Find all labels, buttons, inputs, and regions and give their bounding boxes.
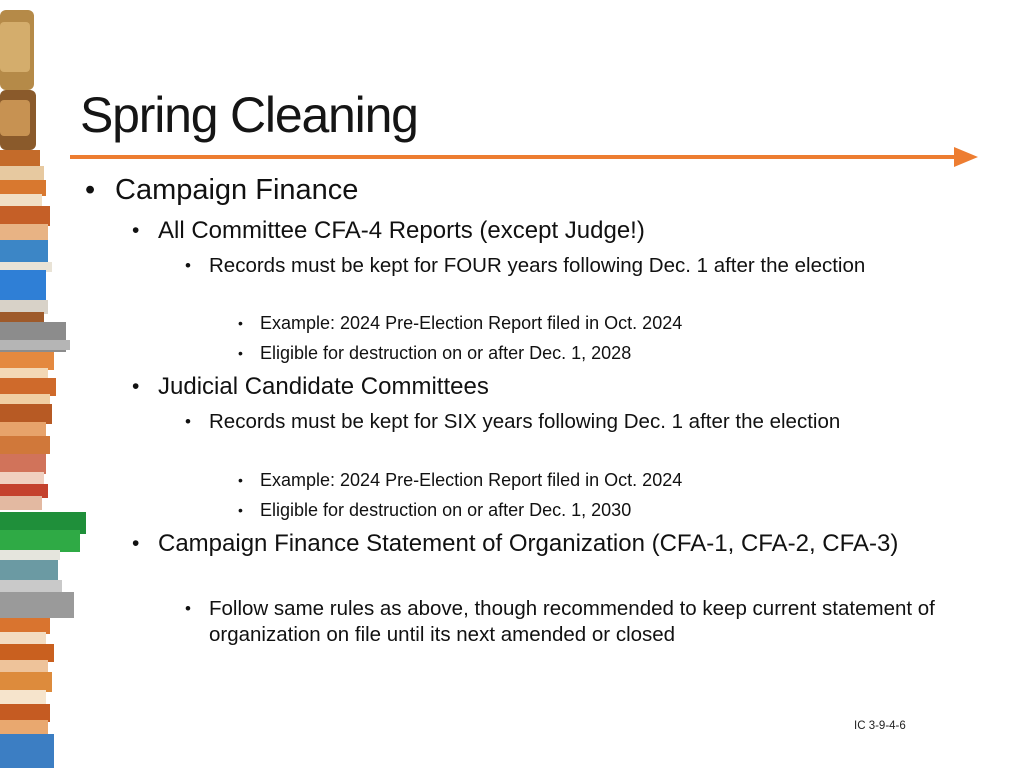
bullet-marker: •	[185, 412, 191, 431]
bullet-marker: •	[238, 345, 243, 361]
bullet-text: Example: 2024 Pre-Election Report filed in Oct. 2024	[260, 470, 683, 490]
bullet-item	[132, 529, 928, 558]
bullet-item	[132, 216, 948, 245]
bullet-marker: •	[132, 219, 140, 242]
bullet-item	[85, 173, 935, 207]
bullet-text: Eligible for destruction on or after Dec. 1, 2030	[260, 500, 632, 520]
bullet-text: Campaign Finance Statement of Organization (CFA-1, CFA-2, CFA-3)	[158, 530, 899, 557]
bullet-text: Records must be kept for FOUR years following Dec. 1 after the election	[209, 254, 866, 277]
bullet-text: Campaign Finance	[115, 174, 359, 206]
slide-title: Spring Cleaning	[80, 87, 418, 143]
bullet-marker: •	[185, 256, 191, 275]
bullet-item	[238, 312, 910, 334]
bullet-item	[238, 342, 910, 364]
bullet-marker: •	[132, 375, 140, 398]
bullet-marker: •	[85, 174, 96, 206]
bullet-item	[238, 499, 910, 521]
bullet-text: Eligible for destruction on or after Dec. 1, 2028	[260, 343, 632, 363]
bullet-item	[185, 253, 944, 279]
bullet-text: Example: 2024 Pre-Election Report filed in Oct. 2024	[260, 313, 683, 333]
statute-reference: IC 3-9-4-6	[854, 720, 906, 732]
bullet-item	[185, 596, 944, 648]
bullet-marker: •	[238, 472, 243, 488]
bullet-marker: •	[238, 315, 243, 331]
bullet-marker: •	[238, 502, 243, 518]
bullet-text: Records must be kept for SIX years following Dec. 1 after the election	[209, 410, 841, 433]
bullet-item	[132, 372, 948, 401]
bullet-text: Follow same rules as above, though recommended to keep current statement of organization on file until its next amended or closed	[209, 597, 935, 646]
bullet-text: All Committee CFA-4 Reports (except Judge!)	[158, 217, 645, 244]
bullet-marker: •	[185, 599, 191, 618]
bullet-item	[185, 409, 944, 435]
bullet-marker: •	[132, 532, 140, 555]
bullet-item	[238, 469, 910, 491]
bullet-text: Judicial Candidate Committees	[158, 373, 489, 400]
